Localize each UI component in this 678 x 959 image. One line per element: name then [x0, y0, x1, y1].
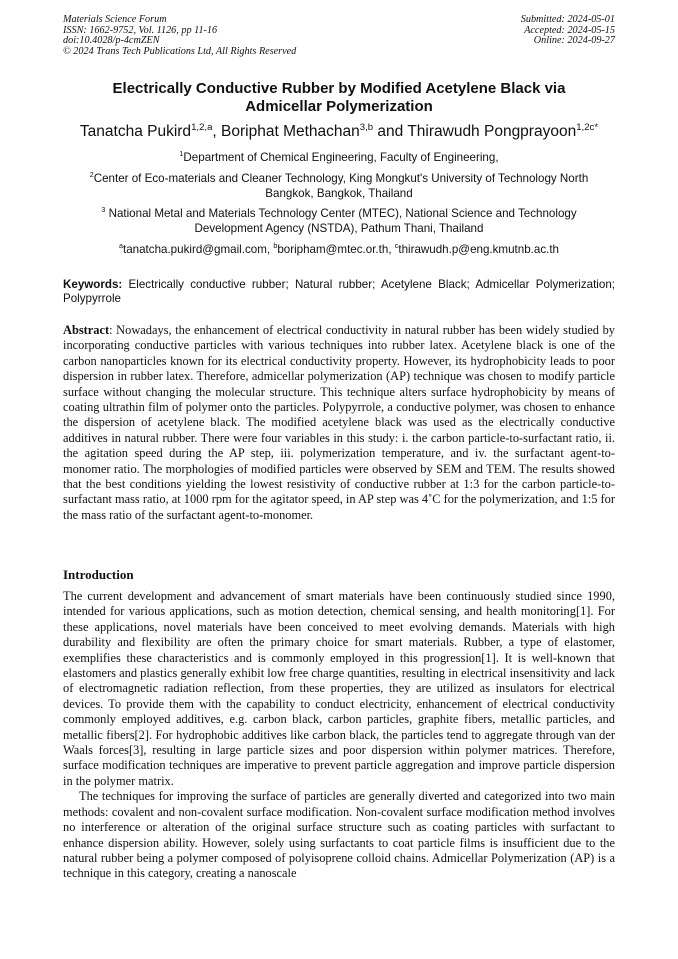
journal-copyright: © 2024 Trans Tech Publications Ltd, All Rights Reserved — [63, 45, 297, 57]
affiliation-2-sup: 2 — [89, 170, 94, 180]
paper-title — [63, 80, 615, 116]
paper-title-line-1: Electrically Conductive Rubber by Modified Acetylene Black via — [112, 80, 566, 97]
keywords — [63, 278, 615, 306]
affiliation-3-text: National Metal and Materials Technology Center (MTEC), National Science and Technology — [105, 207, 577, 220]
author-separator: , — [212, 123, 222, 140]
author-3: Thirawudh Pongprayoon — [407, 123, 577, 140]
submitted-date: Submitted: 2024-05-01 — [520, 14, 615, 25]
paper-title-line-2: Admicellar Polymerization — [245, 98, 433, 115]
email-3-sup: c — [394, 241, 399, 251]
email-3: thirawudh.p@eng.kmutnb.ac.th — [398, 243, 560, 256]
email-2-sup: b — [273, 241, 278, 251]
author-2-sup: 3,b — [359, 121, 374, 133]
author-2: Boriphat Methachan — [221, 123, 360, 140]
email-1-sup: a — [118, 241, 123, 251]
abstract — [63, 323, 615, 523]
abstract-label: Abstract — [63, 323, 110, 337]
publication-dates — [521, 15, 615, 47]
online-date: Online: 2024-09-27 — [533, 35, 615, 47]
affiliation-1-text: Department of Chemical Engineering, Faculty of Engineering, — [183, 151, 499, 164]
journal-name: Materials Science Forum — [63, 14, 167, 25]
affiliation-1-sup: 1 — [179, 149, 184, 159]
affiliation-2-text: Center of Eco-materials and Cleaner Technology, King Mongkut's University of Technology North — [93, 172, 589, 185]
author-list — [40, 123, 638, 141]
abstract-text: : Nowadays, the enhancement of electrical conductivity in natural rubber has been widely studied by incorporating conductive particles with various techniques into rubber latex. Acetylene black is one of the carbon nanoparticles known for its electrical conductivity property. However, its hydrophobicity leads to poor dispersion in rubber latex. Therefore, admicellar polymerization (AP) technique was chosen to modify particle surface without changing the molecular structure. This technique alters surface hydrophobicity by means of coating ultrathin film of polymer onto the particles. Polypyrrole, a conductive polymer, was chosen to enhance the dispersion of acetylene black. The modified acetylene black was used as the electrically conductive additives in natural rubber. There were four variables in this study: i. the carbon particle-to-surfactant ratio, ii. the agitation speed during the AP step, iii. polymerization temperature, and iv. the surfactant agent-to-monomer ratio. The morphologies of modified particles were observed by SEM and TEM. The results showed that the best conditions yielding the lowest resistivity of conductive rubber at 1:3 for the carbon particle-to-surfactant mass ratio, at 1000 rpm for the agitator speed, in AP step was 4˚C for the polymerization, and 1:5 for the mass ratio of the surfactant agent-to-monomer. — [63, 323, 615, 522]
keywords-text: Electrically conductive rubber; Natural rubber; Acetylene Black; Admicellar Polymerization; Polypyrrole — [63, 278, 615, 305]
keywords-label: Keywords: — [63, 278, 123, 291]
introduction-paragraph-1: The current development and advancement of smart materials have been continuously studied since 1990, intended for various applications, such as motion detection, chemical sensing, and health monitoring[1]. For these applications, novel materials have been conceived to meet evolving demands. Materials with high durability and flexibility are often the primary choice for smart materials. Rubber, a type of elastomer, exemplifies these characteristics and is commonly employed in this progression[1]. It is well-known that elastomers and plastics generally exhibit low free charge quantities, resulting in electrical insensitivity and lack of electromagnetic radiation reflection, from these properties, they are utilized as insulators for electrical devices. To provide them with the capability to conduct electricity, enhancement of electrical conductivity commonly employed additives, e.g. carbon black, carbon particles, graphite fibers, metallic particles, and metallic fibers[2]. For hydrophobic additives like carbon black, the particles tend to aggregate through van der Waals forces[3], resulting in large particle sizes and poor dispersion within polymer matrices. Therefore, surface modification techniques are imperative to prevent particle aggregation and improve particle dispersion in the polymer matrix. — [63, 589, 615, 788]
email-1: tanatcha.pukird@gmail.com, — [122, 243, 274, 256]
author-emails — [63, 242, 615, 257]
affiliation-1 — [63, 150, 615, 165]
affiliation-3-text-cont: Development Agency (NSTDA), Pathum Thani, Thailand — [194, 222, 484, 235]
accepted-date: Accepted: 2024-05-15 — [524, 24, 615, 36]
introduction-body — [63, 589, 615, 882]
email-2: boripham@mtec.or.th, — [277, 243, 395, 256]
author-1: Tanatcha Pukird — [79, 123, 192, 140]
journal-issn: ISSN: 1662-9752, Vol. 1126, pp 11-16 — [63, 24, 218, 36]
author-3-sup: 1,2c* — [576, 121, 599, 133]
introduction-paragraph-2: The techniques for improving the surface of particles are generally diverted and categorized into two main methods: covalent and non-covalent surface modification. Non-covalent surface modification method involves no interference or alteration of the original surface structure such as coating particles with surfactant to enhance dispersion ability. However, solely using surfactants to coat particle films is insufficient due to the natural rubber being a polymer composed of polyisoprene colloid chains. Admicellar Polymerization (AP) is a technique in this category, creating a nanoscale — [63, 789, 615, 881]
affiliation-3 — [63, 206, 615, 236]
journal-info — [63, 15, 296, 57]
journal-doi: doi:10.4028/p-4cmZEN — [63, 35, 160, 47]
affiliation-2 — [63, 171, 615, 201]
author-separator: and — [373, 123, 408, 140]
author-1-sup: 1,2,a — [191, 121, 213, 133]
affiliation-2-text-cont: Bangkok, Bangkok, Thailand — [265, 187, 413, 200]
introduction-heading: Introduction — [63, 567, 134, 582]
affiliation-3-sup: 3 — [101, 205, 106, 215]
